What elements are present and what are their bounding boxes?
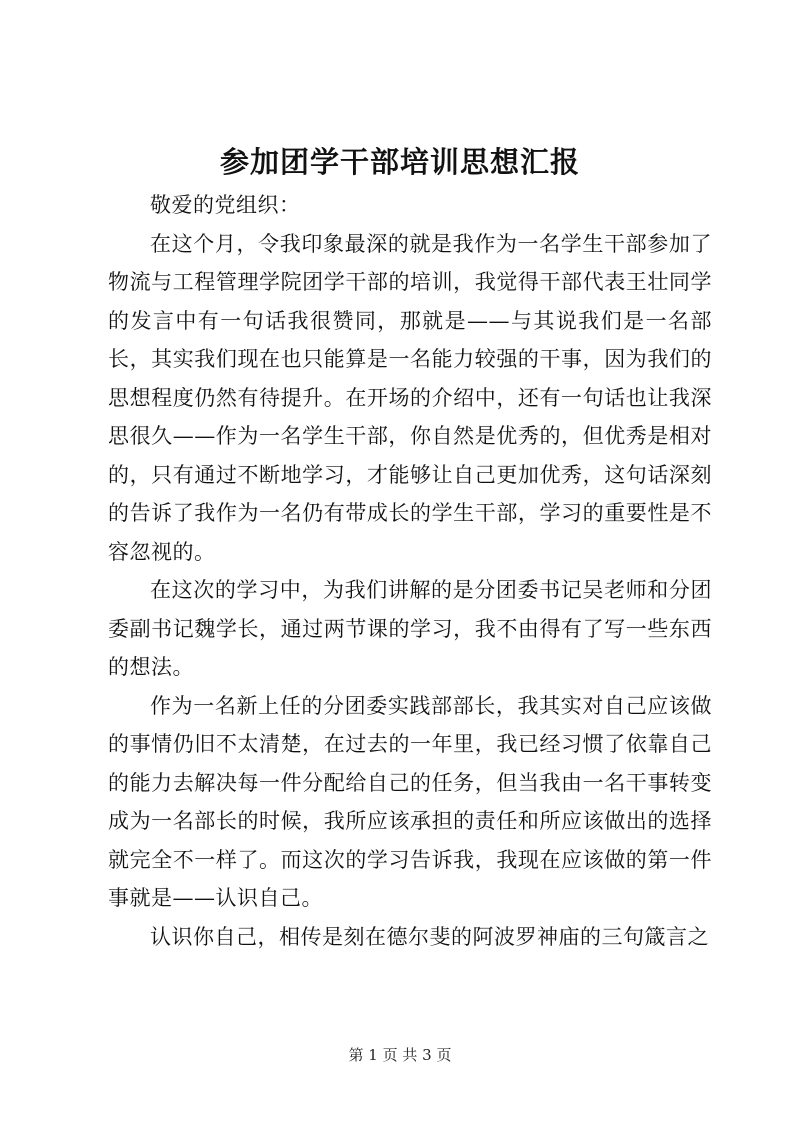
paragraph-1: 在这个月，令我印象最深的就是我作为一名学生干部参加了物流与工程管理学院团学干部的培训，我觉得干部代表王壮同学的发言中有一句话我很赞同，那就是——与其说我们是一名部长，其实我们现在也只能算是一名能力较强的干事，因为我们的思想程度仍然有待提升。在开场的介绍中，还有一句话也让我深思很久——作为一名学生干部，你自然是优秀的，但优秀是相对的，只有通过不断地学习，才能够让自己更加优秀，这句话深刻的告诉了我作为一名仍有带成长的学生干部，学习的重要性是不容忽视的。 [108, 231, 712, 564]
salutation: 敬爱的党组织： [150, 193, 301, 217]
paragraph-2: 在这次的学习中，为我们讲解的是分团委书记吴老师和分团委副书记魏学长，通过两节课的学习，我不由得有了写一些东西的想法。 [108, 578, 712, 679]
document-title: 参加团学干部培训思想汇报 [219, 145, 580, 179]
page-footer: 第 1 页 共 3 页 [348, 1046, 452, 1064]
paragraph-4: 认识你自己，相传是刻在德尔斐的阿波罗神庙的三句箴言之 [150, 924, 709, 949]
paragraph-3: 作为一名新上任的分团委实践部部长，我其实对自己应该做的事情仍旧不太清楚，在过去的一年里，我已经习惯了依靠自己的能力去解决每一件分配给自己的任务，但当我由一名干事转变成为一名部长的时候，我所应该承担的责任和所应该做出的选择就完全不一样了。而这次的学习告诉我，我现在应该做的第一件事就是——认识自己。 [108, 693, 712, 910]
document-body [108, 186, 712, 956]
